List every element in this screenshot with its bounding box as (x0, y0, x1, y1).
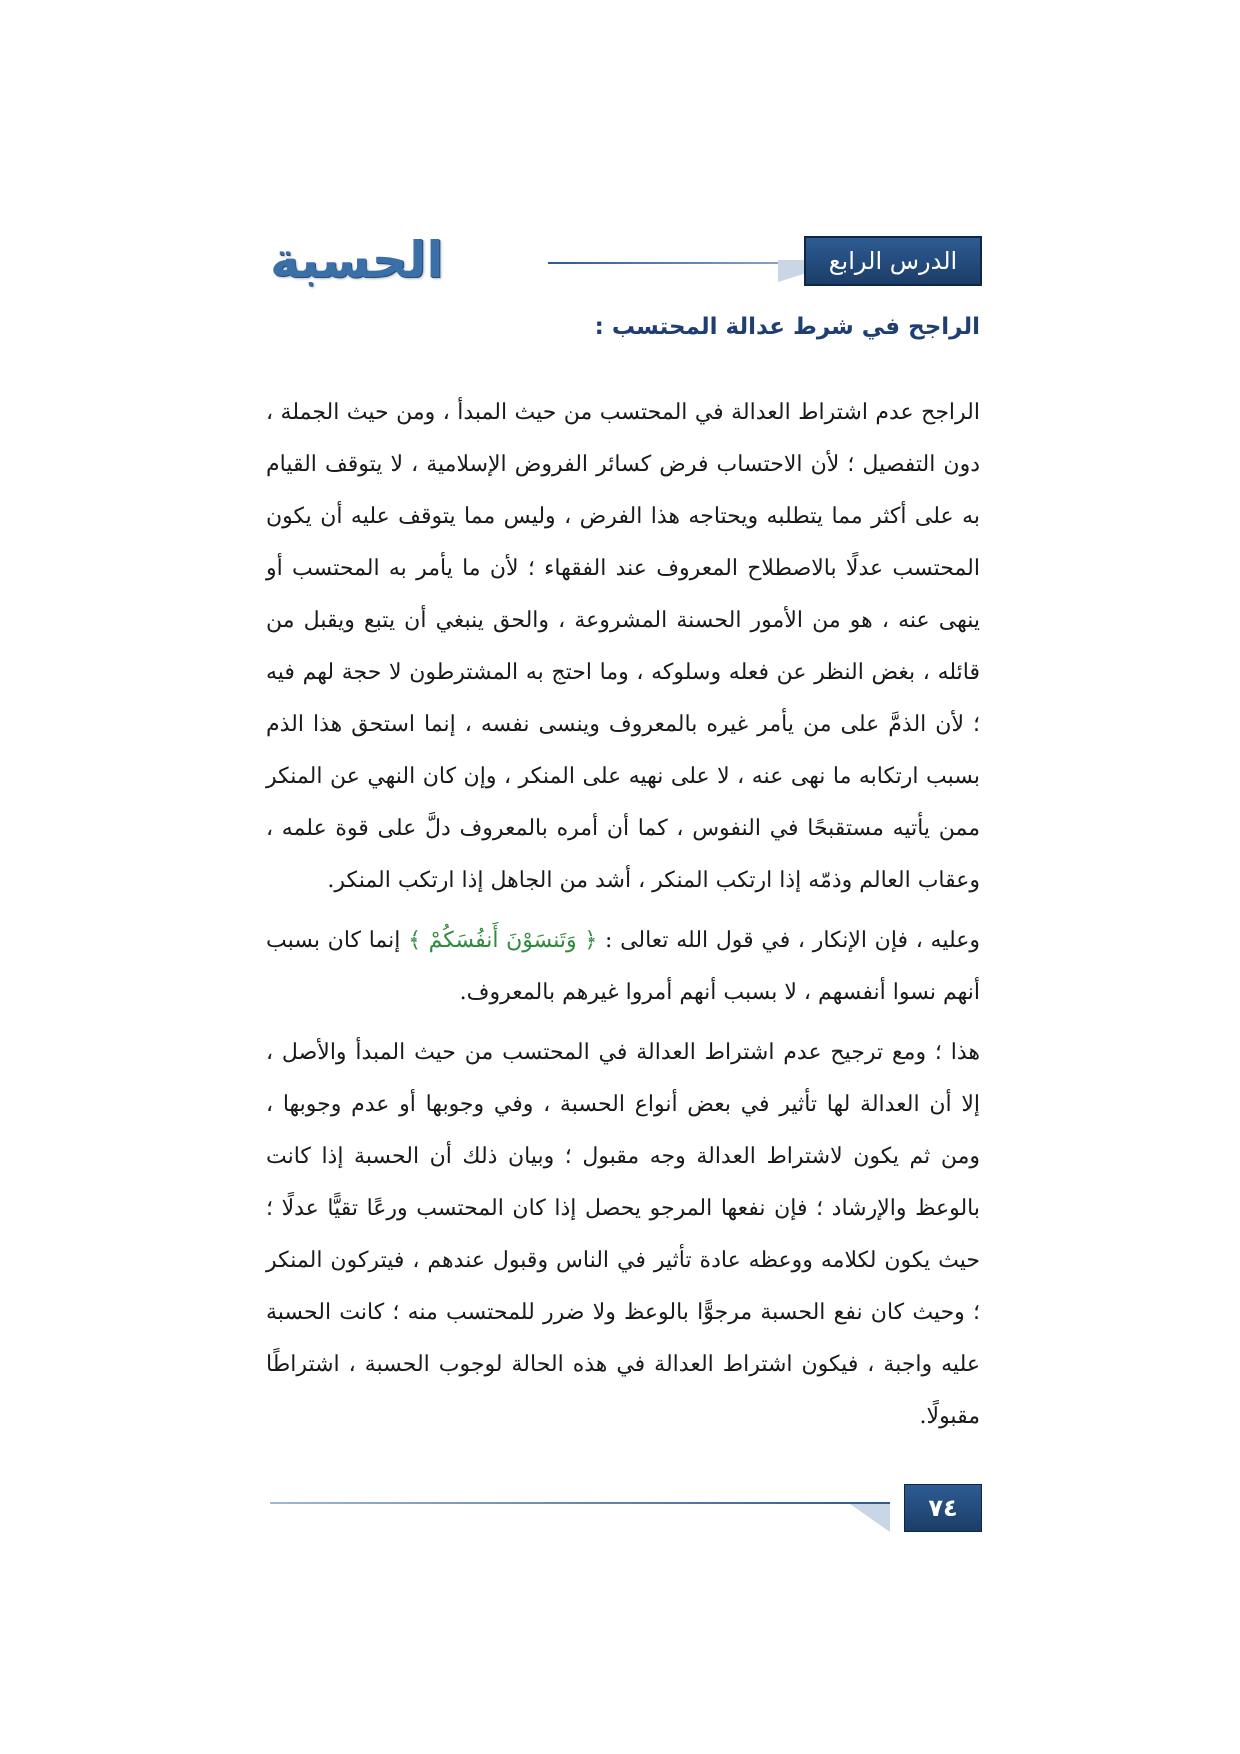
paragraph-2 (266, 915, 980, 1019)
paragraph-2-intro: وعليه ، فإن الإنكار ، في قول الله تعالى : (597, 928, 980, 953)
page-header (270, 231, 982, 289)
footer-divider-wedge (850, 1504, 890, 1532)
paragraph-1: الراجح عدم اشتراط العدالة في المحتسب من حيث المبدأ ، ومن حيث الجملة ، دون التفصيل ؛ لأن الاحتساب فرض كسائر الفروض الإسلامية ، لا يتوقف القيام به على أكثر مما يتطلبه ويحتاجه هذا الفرض ، وليس مما يتوقف عليه أن يكون المحتسب عدلًا بالاصطلاح المعروف عند الفقهاء ؛ لأن ما يأمر به المحتسب أو ينهى عنه ، هو من الأمور الحسنة المشروعة ، والحق ينبغي أن يتبع ويقبل من قائله ، بغض النظر عن فعله وسلوكه ، وما احتج به المشترطون لا حجة لهم فيه ؛ لأن الذمَّ على من يأمر غيره بالمعروف وينسى نفسه ، إنما استحق هذا الذم بسبب ارتكابه ما نهى عنه ، لا على نهيه على المنكر ، وإن كان النهي عن المنكر ممن يأتيه مستقبحًا في النفوس ، كما أن أمره بالمعروف دلَّ على قوة علمه ، وعقاب العالم وذمّه إذا ارتكب المنكر ، أشد من الجاهل إذا ارتكب المنكر. (266, 400, 980, 893)
page-footer (270, 1484, 982, 1534)
paragraph-3: هذا ؛ ومع ترجيح عدم اشتراط العدالة في المحتسب من حيث المبدأ والأصل ، إلا أن العدالة لها تأثير في بعض أنواع الحسبة ، وفي وجوبها أو عدم وجوبها ، ومن ثم يكون لاشتراط العدالة وجه مقبول ؛ وبيان ذلك أن الحسبة إذا كانت بالوعظ والإرشاد ؛ فإن نفعها المرجو يحصل إذا كان المحتسب ورعًا تقيًّا عدلًا ؛ حيث يكون لكلامه ووعظه عادة تأثير في الناس وقبول عندهم ، فيتركون المنكر ؛ وحيث كان نفع الحسبة مرجوًّا بالوعظ ولا ضرر للمحتسب منه ؛ كانت الحسبة عليه واجبة ، فيكون اشتراط العدالة في هذه الحالة لوجوب الحسبة ، اشتراطًا مقبولًا. (266, 1040, 980, 1429)
verse-open-bracket: ﴿ (576, 928, 598, 953)
verse-close-bracket: ﴾ (408, 928, 429, 953)
page-number: ٧٤ (904, 1484, 982, 1532)
quran-verse: وَتَنسَوْنَ أَنفُسَكُمْ (428, 928, 577, 953)
book-title: الحسبة (270, 231, 444, 289)
section-heading: الراجح في شرط عدالة المحتسب : (594, 314, 980, 340)
body-text (266, 387, 980, 1443)
footer-divider (270, 1502, 890, 1504)
paragraph-2-rest: إنما كان بسبب أنهم نسوا أنفسهم ، لا بسبب أنهم أمروا غيرهم بالمعروف. (266, 928, 980, 1005)
lesson-badge: الدرس الرابع (804, 236, 982, 286)
